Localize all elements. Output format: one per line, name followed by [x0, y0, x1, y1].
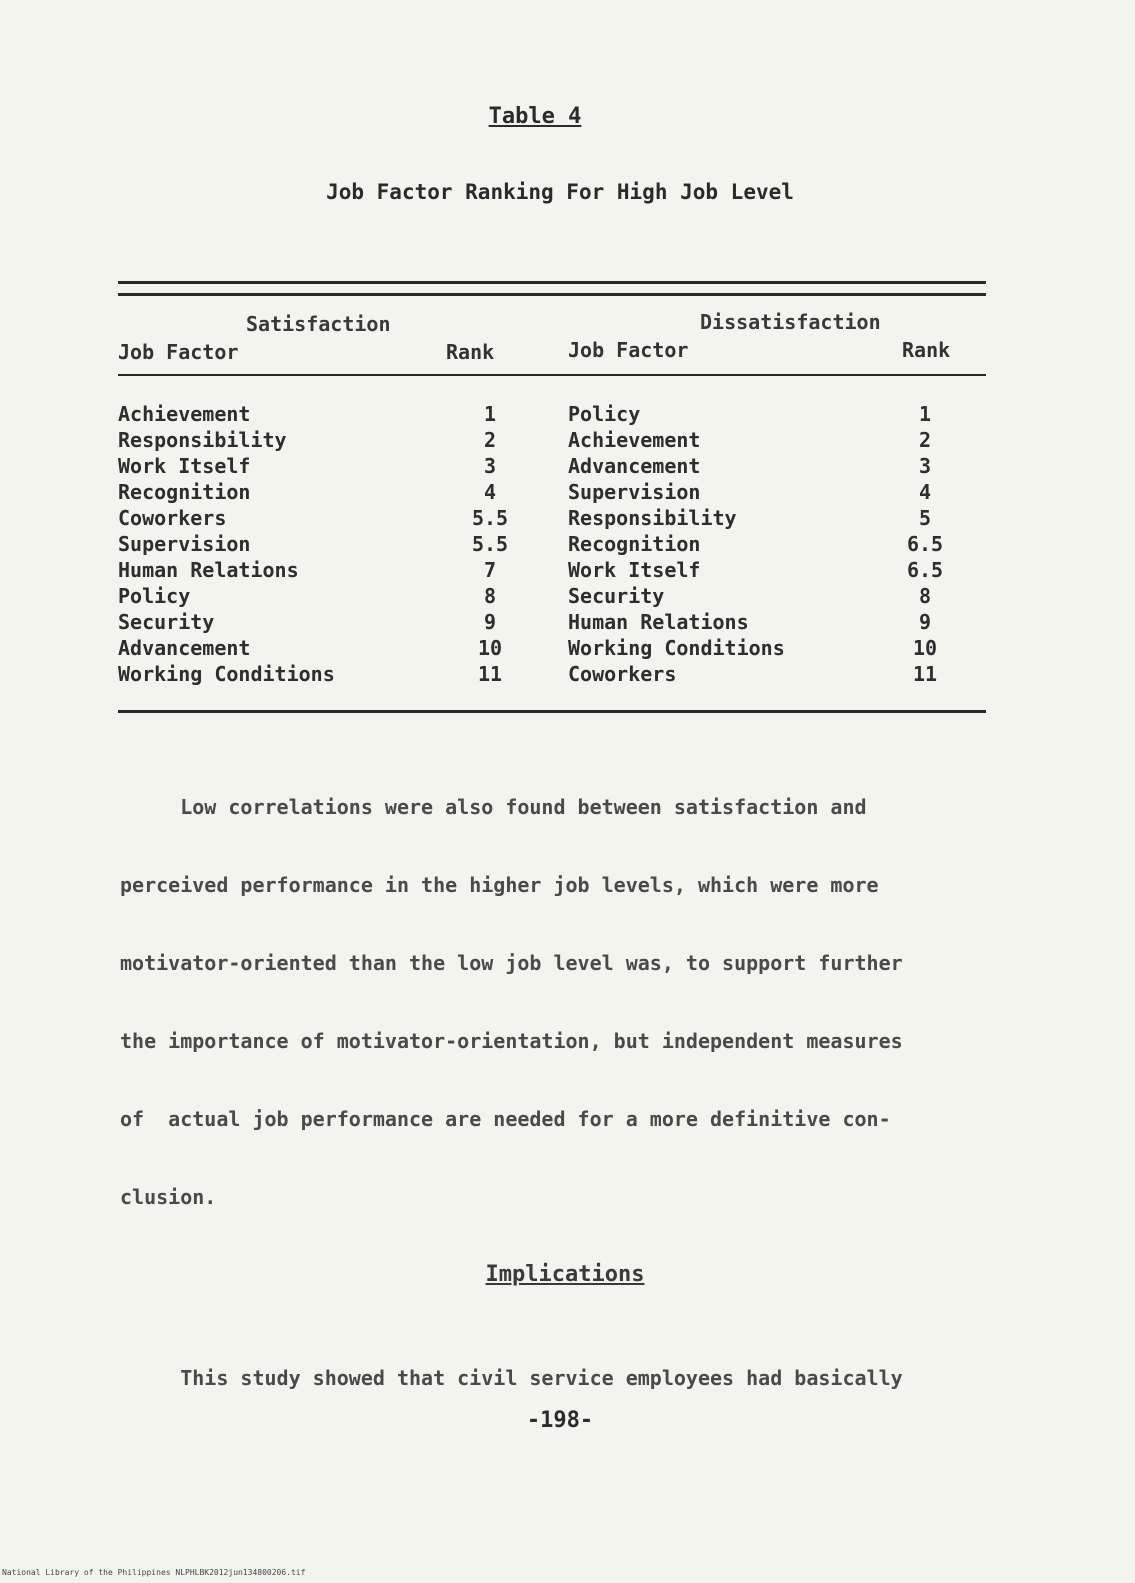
sat-factor-cell: Responsibility: [118, 428, 287, 452]
dis-factor-cell: Human Relations: [568, 610, 749, 634]
paragraph-line-text: perceived performance in the higher job levels, which were more: [120, 873, 879, 897]
dis-rank-cell: 11: [912, 662, 938, 686]
sat-rank-cell: 2: [483, 428, 497, 452]
table-row: [0, 506, 1135, 532]
dis-factor-cell: Supervision: [568, 480, 701, 504]
table-row: [0, 480, 1135, 506]
dis-rank-cell: 8: [918, 584, 932, 608]
dis-factor-cell: Responsibility: [568, 506, 737, 530]
sat-factor-cell: Security: [118, 610, 215, 634]
sat-job-factor-header: Job Factor: [118, 340, 239, 364]
paragraph-line: [120, 795, 990, 873]
dissatisfaction-heading: Dissatisfaction: [700, 310, 881, 334]
dis-rank-cell: 1: [918, 402, 932, 426]
satisfaction-heading: Satisfaction: [246, 312, 391, 336]
table-title: Table 4: [488, 104, 582, 129]
dis-factor-cell: Advancement: [568, 454, 701, 478]
table-row: [0, 454, 1135, 480]
paragraph-line-text: motivator-oriented than the low job level was, to support further: [120, 951, 903, 975]
paragraph-line-text: the importance of motivator-orientation, but independent measures: [120, 1029, 903, 1053]
sat-factor-cell: Work Itself: [118, 454, 251, 478]
sat-factor-cell: Achievement: [118, 402, 251, 426]
sat-rank-cell: 5.5: [471, 506, 509, 530]
dis-rank-cell: 10: [912, 636, 938, 660]
sat-rank-cell: 4: [483, 480, 497, 504]
sat-rank-cell: 11: [477, 662, 503, 686]
paragraph-line-text: clusion.: [120, 1185, 217, 1209]
dis-rank-cell: 6.5: [906, 558, 944, 582]
sat-factor-cell: Recognition: [118, 480, 251, 504]
dis-factor-cell: Policy: [568, 402, 641, 426]
table-row: [0, 428, 1135, 454]
paragraph-line: [120, 951, 990, 1029]
sat-factor-cell: Policy: [118, 584, 191, 608]
sat-rank-cell: 8: [483, 584, 497, 608]
dis-rank-header: Rank: [902, 338, 951, 362]
sat-rank-cell: 10: [477, 636, 503, 660]
dis-rank-cell: 6.5: [906, 532, 944, 556]
dis-rank-cell: 2: [918, 428, 932, 452]
paragraph-line: [120, 1029, 990, 1107]
dis-job-factor-header: Job Factor: [568, 338, 689, 362]
table-row: [0, 584, 1135, 610]
implications-heading: Implications: [485, 1262, 645, 1287]
table-body: [0, 402, 1135, 688]
table-row: [0, 636, 1135, 662]
paragraph-line-text: Low correlations were also found between satisfaction and: [120, 795, 867, 819]
dis-factor-cell: Work Itself: [568, 558, 701, 582]
dis-factor-cell: Achievement: [568, 428, 701, 452]
sat-rank-cell: 1: [483, 402, 497, 426]
sat-rank-cell: 7: [483, 558, 497, 582]
dis-rank-cell: 3: [918, 454, 932, 478]
dis-rank-cell: 5: [918, 506, 932, 530]
paragraph-line: [120, 1107, 990, 1185]
dis-factor-cell: Working Conditions: [568, 636, 785, 660]
table-row: [0, 532, 1135, 558]
scan-footer: National Library of the Philippines NLPHLBK2012jun134800206.tif: [2, 1568, 306, 1577]
paragraph-line-text: This study showed that civil service employees had basically: [120, 1366, 903, 1390]
sat-factor-cell: Supervision: [118, 532, 251, 556]
sat-factor-cell: Advancement: [118, 636, 251, 660]
table-row: [0, 662, 1135, 688]
page-number: -198-: [526, 1408, 594, 1433]
paragraph-line: [120, 873, 990, 951]
header-rule: [118, 374, 986, 376]
body-paragraph: [120, 795, 990, 1263]
table-row: [0, 610, 1135, 636]
dis-rank-cell: 9: [918, 610, 932, 634]
sat-rank-cell: 3: [483, 454, 497, 478]
sat-rank-header: Rank: [446, 340, 495, 364]
sat-rank-cell: 9: [483, 610, 497, 634]
table-row: [0, 558, 1135, 584]
paragraph-line-text: of actual job performance are needed for a more definitive con-: [120, 1107, 891, 1131]
sat-rank-cell: 5.5: [471, 532, 509, 556]
sat-factor-cell: Human Relations: [118, 558, 299, 582]
table-top-rule-2: [118, 293, 986, 296]
dis-factor-cell: Recognition: [568, 532, 701, 556]
dis-rank-cell: 4: [918, 480, 932, 504]
table-row: [0, 402, 1135, 428]
table-bottom-rule: [118, 710, 986, 713]
dis-factor-cell: Coworkers: [568, 662, 677, 686]
paragraph-line: [120, 1185, 990, 1263]
table-top-rule: [118, 281, 986, 284]
dis-factor-cell: Security: [568, 584, 665, 608]
sat-factor-cell: Working Conditions: [118, 662, 335, 686]
sat-factor-cell: Coworkers: [118, 506, 227, 530]
table-subtitle: Job Factor Ranking For High Job Level: [326, 180, 794, 204]
